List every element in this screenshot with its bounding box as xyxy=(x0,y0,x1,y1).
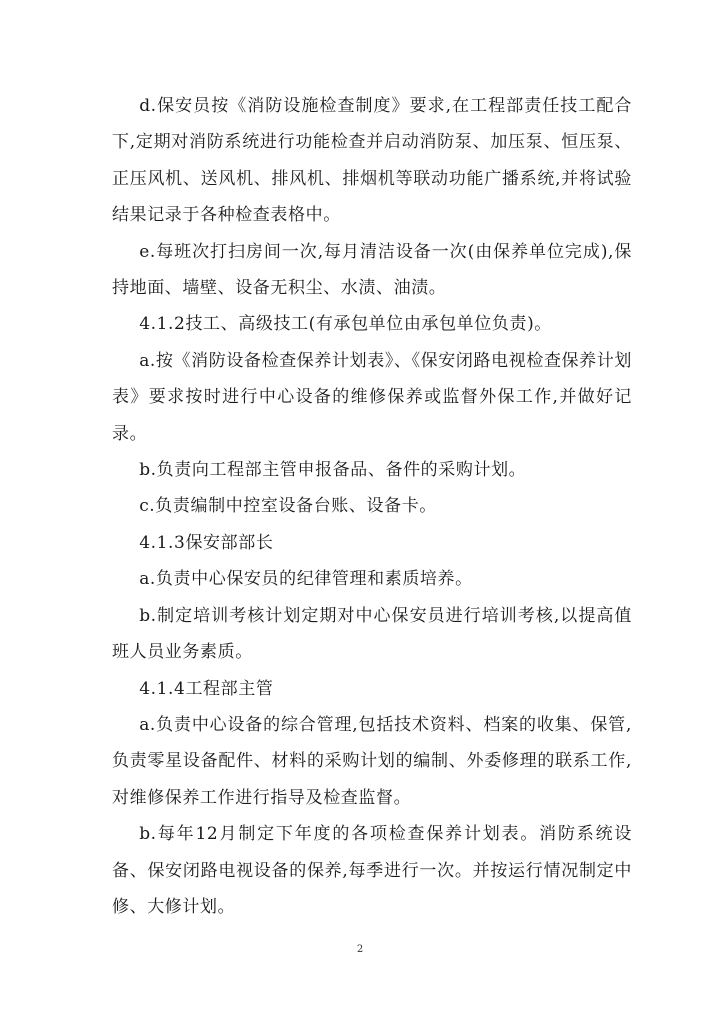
section-heading-4-1-2: 4.1.2技工、高级技工(有承包单位由承包单位负责)。 xyxy=(139,314,552,335)
page-number: 2 xyxy=(356,944,364,955)
paragraph-a-maintenance-plan: a.按《消防设备检查保养计划表》、《保安闭路电视检查保养计划表》要求按时进行中心设备的维修保养或监督外保工作,并做好记录。 xyxy=(112,350,632,444)
paragraph-b-training: b.制定培训考核计划定期对中心保安员进行培训考核,以提高值班人员业务素质。 xyxy=(112,605,632,663)
paragraph-d-fire-check: d.保安员按《消防设施检查制度》要求,在工程部责任技工配合下,定期对消防系统进行功能检查并启动消防泵、加压泵、恒压泵、正压风机、送风机、排风机、排烟机等联动功能广播系统,并将试验结果记录于各种检查表格中。 xyxy=(112,96,632,226)
paragraph-a-equipment-management: a.负责中心设备的综合管理,包括技术资料、档案的收集、保管,负责零星设备配件、材料的采购计划的编制、外委修理的联系工作,对维修保养工作进行指导及检查监督。 xyxy=(112,714,632,808)
paragraph-a-discipline: a.负责中心保安员的纪律管理和素质培养。 xyxy=(139,569,473,590)
document-body xyxy=(112,88,632,925)
section-heading-4-1-3: 4.1.3保安部部长 xyxy=(139,532,274,553)
paragraph-c-equipment-ledger: c.负责编制中控室设备台账、设备卡。 xyxy=(139,496,437,517)
section-heading-4-1-4: 4.1.4工程部主管 xyxy=(139,678,274,699)
paragraph-b-procurement: b.负责向工程部主管申报备品、备件的采购计划。 xyxy=(139,460,527,481)
paragraph-e-cleaning: e.每班次打扫房间一次,每月清洁设备一次(由保养单位完成),保持地面、墙壁、设备无积尘、水渍、油渍。 xyxy=(112,241,632,299)
paragraph-b-annual-plan: b.每年12月制定下年度的各项检查保养计划表。消防系统设备、保安闭路电视设备的保养,每季进行一次。并按运行情况制定中修、大修计划。 xyxy=(112,824,632,917)
